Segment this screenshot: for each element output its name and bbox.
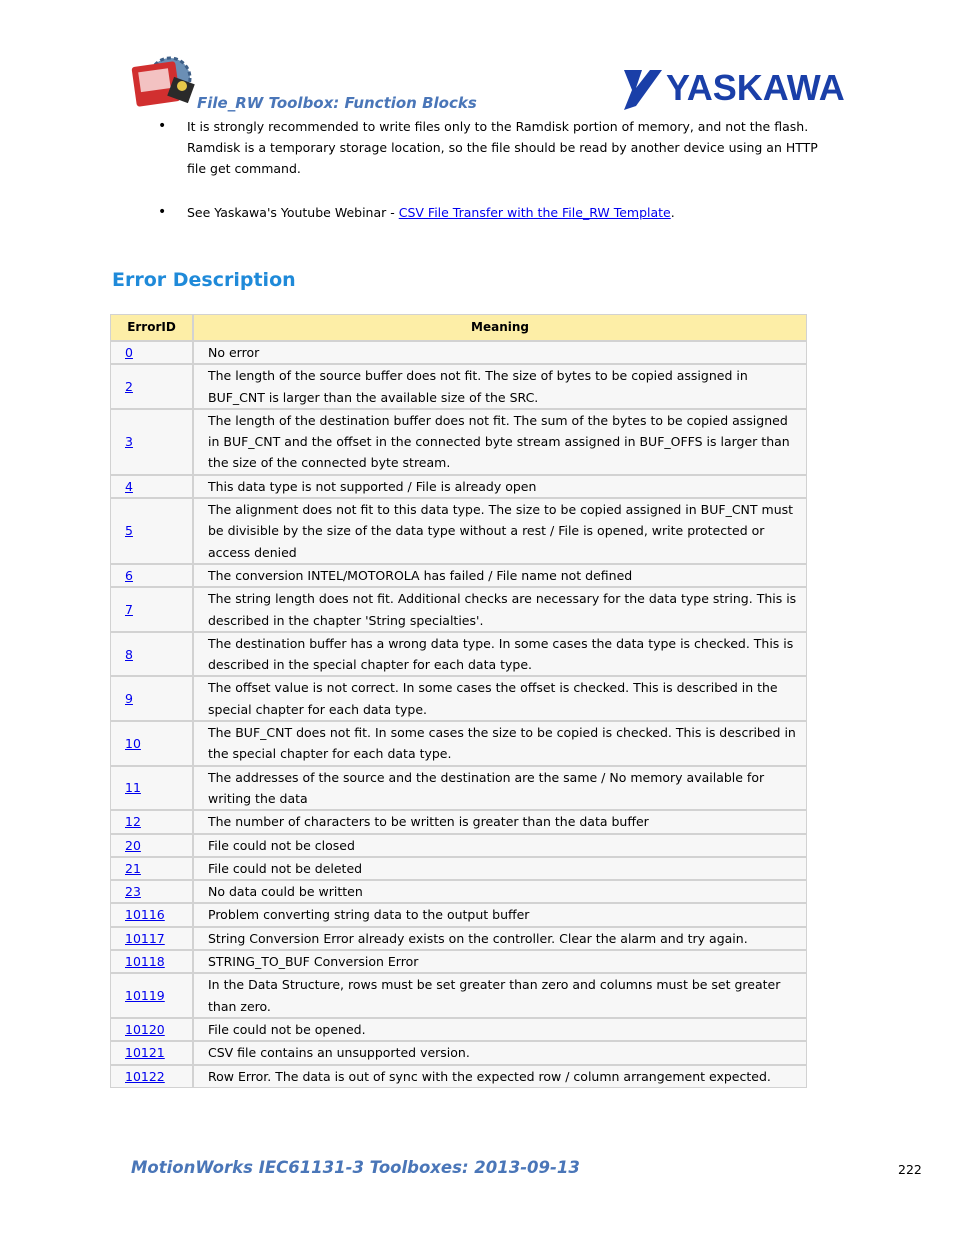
error-meaning-cell: The offset value is not correct. In some cases the offset is checked. This is described in the special chapter for each data type. [193, 676, 807, 721]
error-id-link[interactable]: 20 [125, 837, 141, 853]
table-row [110, 498, 807, 564]
error-id-cell [110, 676, 193, 721]
error-id-link[interactable]: 10117 [125, 930, 165, 946]
error-id-cell [110, 766, 193, 811]
error-meaning-cell: File could not be deleted [193, 857, 807, 880]
column-header-meaning: Meaning [193, 314, 807, 341]
table-row [110, 1018, 807, 1041]
yaskawa-logo [622, 66, 844, 112]
error-meaning-cell: Problem converting string data to the output buffer [193, 903, 807, 926]
bullet-item [158, 116, 838, 179]
bullet-text: It is strongly recommended to write files only to the Ramdisk portion of memory, and not the flash. Ramdisk is a temporary storage location, so the file should be read by another device using an HTTP file get command. [187, 119, 818, 176]
error-meaning-cell: No error [193, 341, 807, 364]
error-id-link[interactable]: 10 [125, 735, 141, 751]
error-id-link[interactable]: 10119 [125, 987, 165, 1003]
error-id-link[interactable]: 3 [125, 434, 133, 450]
bullet-dot: • [158, 204, 167, 220]
error-meaning-cell: CSV file contains an unsupported version. [193, 1041, 807, 1064]
error-id-cell [110, 880, 193, 903]
error-table [110, 314, 807, 1088]
error-id-cell [110, 927, 193, 950]
table-row [110, 587, 807, 632]
table-row [110, 834, 807, 857]
error-meaning-cell: STRING_TO_BUF Conversion Error [193, 950, 807, 973]
error-meaning-cell: The number of characters to be written is greater than the data buffer [193, 810, 807, 833]
error-meaning-cell: The conversion INTEL/MOTOROLA has failed / File name not defined [193, 564, 807, 587]
table-row [110, 721, 807, 766]
table-row [110, 880, 807, 903]
error-id-cell [110, 1041, 193, 1064]
error-meaning-cell: Row Error. The data is out of sync with the expected row / column arrangement expected. [193, 1065, 807, 1088]
table-row [110, 857, 807, 880]
error-id-link[interactable]: 10120 [125, 1021, 165, 1037]
table-header-row [110, 314, 807, 341]
error-id-link[interactable]: 10122 [125, 1068, 165, 1084]
error-id-cell [110, 564, 193, 587]
brand-text: YASKAWA [666, 67, 844, 108]
error-id-link[interactable]: 23 [125, 884, 141, 900]
error-id-link[interactable]: 10121 [125, 1045, 165, 1061]
error-meaning-cell: The addresses of the source and the destination are the same / No memory available for writing the data [193, 766, 807, 811]
table-row [110, 475, 807, 498]
error-id-cell [110, 1065, 193, 1088]
error-id-link[interactable]: 10116 [125, 907, 165, 923]
bullet-text-suffix: . [670, 205, 675, 220]
error-id-link[interactable]: 8 [125, 646, 133, 662]
table-row [110, 950, 807, 973]
table-row [110, 364, 807, 409]
error-meaning-cell: In the Data Structure, rows must be set greater than zero and columns must be set greater than zero. [193, 973, 807, 1018]
section-title: Error Description [112, 269, 296, 291]
bullet-dot: • [158, 118, 167, 134]
table-row [110, 632, 807, 677]
webinar-link[interactable]: CSV File Transfer with the File_RW Template [398, 205, 671, 220]
error-id-link[interactable]: 10118 [125, 954, 165, 970]
table-row [110, 676, 807, 721]
error-id-cell [110, 810, 193, 833]
error-id-cell [110, 973, 193, 1018]
table-row [110, 973, 807, 1018]
error-id-cell [110, 834, 193, 857]
table-row [110, 927, 807, 950]
toolbox-logo [130, 56, 200, 112]
error-id-cell [110, 587, 193, 632]
error-meaning-cell: The alignment does not fit to this data type. The size to be copied assigned in BUF_CNT must be divisible by the size of the data type without a rest / File is opened, write protected or access denied [193, 498, 807, 564]
error-meaning-cell: No data could be written [193, 880, 807, 903]
bullet-list [158, 116, 838, 223]
error-id-cell [110, 364, 193, 409]
table-row [110, 766, 807, 811]
error-meaning-cell: File could not be closed [193, 834, 807, 857]
error-meaning-cell: The string length does not fit. Additional checks are necessary for the data type string. This is described in the chapter 'String specialties'. [193, 587, 807, 632]
error-id-cell [110, 857, 193, 880]
error-meaning-cell: String Conversion Error already exists on the controller. Clear the alarm and try again. [193, 927, 807, 950]
header-title: File_RW Toolbox: Function Blocks [197, 94, 477, 112]
error-id-cell [110, 341, 193, 364]
error-id-cell [110, 632, 193, 677]
error-id-link[interactable]: 0 [125, 345, 133, 360]
error-id-link[interactable]: 2 [125, 378, 133, 394]
error-id-link[interactable]: 12 [125, 814, 141, 830]
column-header-errorid: ErrorID [110, 314, 193, 341]
error-id-cell [110, 1018, 193, 1041]
error-id-cell [110, 409, 193, 475]
error-meaning-cell: The length of the source buffer does not fit. The size of bytes to be copied assigned in BUF_CNT is larger than the available size of the SRC. [193, 364, 807, 409]
table-row [110, 409, 807, 475]
error-id-cell [110, 475, 193, 498]
error-id-link[interactable]: 9 [125, 691, 133, 707]
error-id-link[interactable]: 5 [125, 523, 133, 539]
error-id-link[interactable]: 6 [125, 567, 133, 583]
error-id-cell [110, 903, 193, 926]
error-meaning-cell: This data type is not supported / File is already open [193, 475, 807, 498]
table-row [110, 1065, 807, 1088]
table-row [110, 564, 807, 587]
table-row [110, 903, 807, 926]
error-id-cell [110, 498, 193, 564]
table-row [110, 341, 807, 364]
page-number: 222 [898, 1162, 922, 1177]
table-row [110, 810, 807, 833]
error-meaning-cell: The destination buffer has a wrong data type. In some cases the data type is checked. This is described in the special chapter for each data type. [193, 632, 807, 677]
footer-title: MotionWorks IEC61131-3 Toolboxes: 2013-09-13 [131, 1158, 580, 1177]
error-id-link[interactable]: 11 [125, 780, 141, 796]
bullet-item [158, 202, 838, 223]
error-meaning-cell: File could not be opened. [193, 1018, 807, 1041]
error-id-link[interactable]: 21 [125, 860, 141, 876]
error-id-link[interactable]: 4 [125, 478, 133, 494]
error-id-link[interactable]: 7 [125, 601, 133, 617]
error-meaning-cell: The BUF_CNT does not fit. In some cases the size to be copied is checked. This is described in the special chapter for each data type. [193, 721, 807, 766]
error-meaning-cell: The length of the destination buffer does not fit. The sum of the bytes to be copied assigned in BUF_CNT and the offset in the connected byte stream assigned in BUF_OFFS is larger than the size of the connected byte stream. [193, 409, 807, 475]
bullet-text-prefix: See Yaskawa's Youtube Webinar - [187, 205, 399, 220]
error-id-cell [110, 721, 193, 766]
table-row [110, 1041, 807, 1064]
error-id-cell [110, 950, 193, 973]
